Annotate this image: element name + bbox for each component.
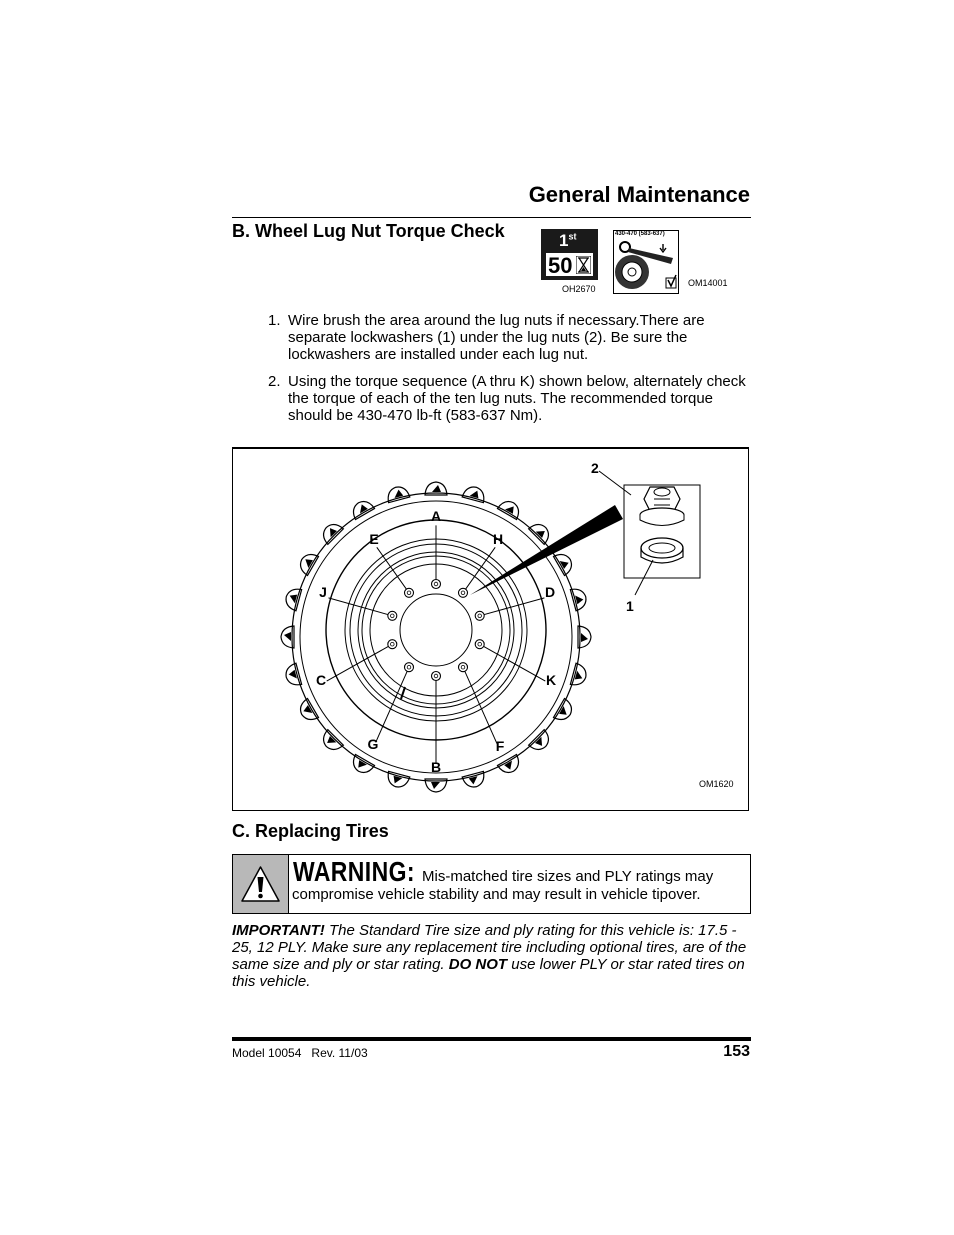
sequence-label-e: E <box>369 531 379 547</box>
important-lead: IMPORTANT! <box>232 922 325 939</box>
sequence-label-c: C <box>315 672 327 688</box>
tread-lug <box>385 484 410 502</box>
lug-nut-d <box>475 611 484 620</box>
title-rule <box>232 217 751 218</box>
interval-first: 1st <box>559 231 577 250</box>
step-number: 1. <box>268 312 281 329</box>
sequence-label-h: H <box>492 531 504 547</box>
tread-lug <box>283 663 301 688</box>
lug-nut-c <box>388 640 397 649</box>
step-text: Wire brush the area around the lug nuts if necessary.There are separate lockwashers (1) under the lug nuts (2). Be sure the lockwashers are installed under each lug nut. <box>288 312 705 363</box>
step-text: Using the torque sequence (A thru K) shown below, alternately check the torque of each of the ten lug nuts. The recommended torque should be 430-470 lb-ft (583-637 Nm). <box>288 373 746 424</box>
tread-lug <box>462 771 487 789</box>
detail-label-washer: 1 <box>626 598 634 614</box>
sequence-label-f: F <box>495 738 505 754</box>
sequence-label-k: K <box>545 672 557 688</box>
tread-lug <box>570 663 588 688</box>
leader-line-h <box>463 547 495 593</box>
important-text-1: The Standard Tire size and ply rating for this vehicle is: 17.5 - 25, 12 PLY. Make sure any replacement tire including optional tires, are of the same size and ply or star rating. <box>232 922 747 973</box>
page-number: 153 <box>723 1043 750 1060</box>
warning-box <box>232 854 751 914</box>
warning-text-line1: Mis-matched tire sizes and PLY ratings may <box>422 868 714 885</box>
figure-code-oh2670: OH2670 <box>562 284 596 294</box>
detail-label-nut: 2 <box>591 460 599 476</box>
leader-nut <box>599 471 631 495</box>
wheel-center-hole <box>400 594 472 666</box>
tread-lug <box>283 586 301 611</box>
leader-line-j <box>329 598 393 616</box>
sequence-label-g: G <box>367 736 379 752</box>
leader-line-e <box>377 547 409 593</box>
wheel-diagram <box>233 449 750 811</box>
section-title: General Maintenance <box>528 182 750 207</box>
service-interval-icon <box>541 229 598 280</box>
footer-rule <box>232 1037 751 1041</box>
lug-nut-g <box>405 663 414 672</box>
sequence-label-b: B <box>430 759 442 775</box>
footer-model-number: Model 10054 <box>232 1046 302 1060</box>
footer-revision: Rev. 11/03 <box>311 1046 368 1060</box>
tread-lug <box>385 771 410 789</box>
heading-wheel-lug-nut: B. Wheel Lug Nut Torque Check <box>232 221 505 241</box>
lug-nut-j <box>388 611 397 620</box>
figure-code-om1620: OM1620 <box>699 779 734 789</box>
figure-code-om14001: OM14001 <box>688 278 728 288</box>
lug-nut-b <box>432 672 441 681</box>
step-number: 2. <box>268 373 281 390</box>
warning-word: WARNING: <box>293 856 415 887</box>
important-emphasis: DO NOT <box>448 956 508 973</box>
sequence-label-a: A <box>430 508 442 524</box>
torque-spec: 430-470 (583-637) <box>615 231 665 237</box>
wheel-torque-figure <box>232 447 749 811</box>
important-note <box>232 922 752 990</box>
lug-nut-a <box>432 580 441 589</box>
wheel-torque-icon <box>613 230 679 294</box>
warning-text-line2: compromise vehicle stability and may result in vehicle tipover. <box>292 886 701 903</box>
lug-nut-h <box>459 588 468 597</box>
interval-hours: 50 <box>548 253 573 278</box>
hourglass-icon <box>576 256 591 274</box>
lug-nut-e <box>405 588 414 597</box>
important-text-2: use lower PLY or star rated tires on this vehicle. <box>232 956 745 990</box>
tread-lug <box>462 484 487 502</box>
lug-nut-f <box>459 663 468 672</box>
heading-replacing-tires: C. Replacing Tires <box>232 821 389 841</box>
lug-nut-k <box>475 640 484 649</box>
warning-icon-cell <box>233 855 289 913</box>
leader-line-c <box>327 644 393 681</box>
sequence-label-j: J <box>319 584 327 600</box>
warning-triangle-icon <box>233 855 288 913</box>
footer-model <box>232 1046 368 1060</box>
sequence-label-d: D <box>544 584 556 600</box>
leader-line-k <box>480 644 546 681</box>
tread-lug <box>570 586 588 611</box>
